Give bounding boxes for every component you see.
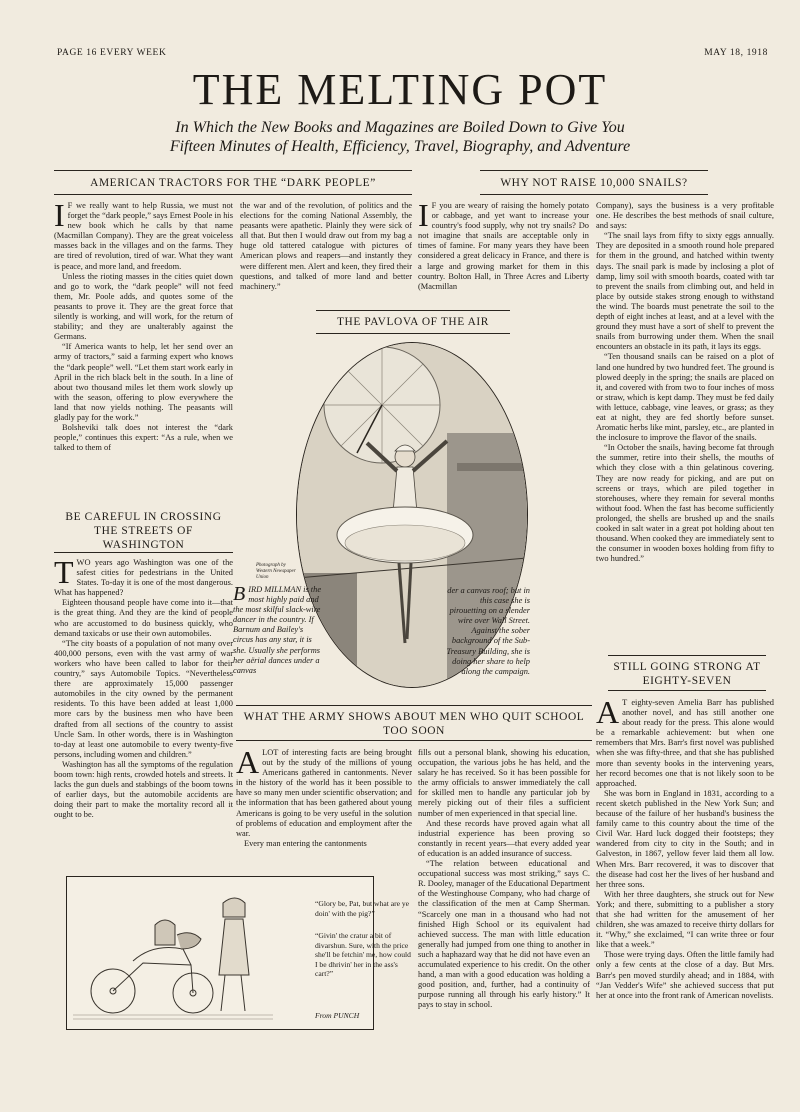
snails-paragraph: “In October the snails, having become fat through the summer, retire into their shells, the mouths of which they close with a thin gelatinous covering. They are now ready for picking, and are put on screens or trays, which are piled together in storehouses, where they remain for several months without food. When the fast has become sufficiently prolonged, the shells are brushed up and the snails cooked in salt water in a great pot holding about ten thousand. When cooked they are immediately sent to the consumer in wooden boxes holding from fifty to two hundred.”	[596, 443, 774, 564]
army-paragraph: LOT of interesting facts are being brought out by the study of the millions of young Americans gathered in cantonments. Never in the history of the world has it been possible to have so many men under scientific observation; and the information that has been gathered about young Americans is going to be very useful in the solution of problems of education and employment after the war.	[236, 748, 412, 838]
photo-credit: Photograph by Western Newspaper Union	[256, 563, 296, 580]
photo-caption-left	[233, 585, 325, 692]
divider	[236, 740, 592, 741]
washington-paragraph: “The city boasts of a population of not many over 400,000 persons, even with the vast army of war workers who have been called to labor for their country,” says Automobile Topics. “Nevertheless there are approximately 15,000 passenger automobiles in the city owned by the permanent residents. To this have been added at least 1,000 more cars by the business men who have been drafted from all sections of the country to assist Uncle Sam. In other words, there is in Washington to-day at least one automobile to every twenty-five persons, including women and children.”	[54, 638, 233, 759]
barr-heading: STILL GOING STRONG AT EIGHTY-SEVEN	[613, 661, 761, 687]
barr-column	[596, 698, 774, 1058]
army-paragraph: And these records have proved again what all industrial experience has been proving so constantly in recent years—that every added year of education is an added insurance of success.	[418, 818, 590, 858]
divider	[316, 333, 510, 334]
washington-paragraph: Washington has all the symptoms of the regulation boom town: high rents, crowded hotels and streets. It lacks the gun duels and stabbings of the boom towns of earlier days, but the automobile accidents are doing their part to make the mortality record all it ought to be.	[54, 759, 233, 820]
divider	[54, 552, 233, 553]
divider	[236, 705, 592, 706]
drop-cap: T	[54, 558, 74, 590]
barr-paragraph: Those were trying days. Often the little family had only a few cents at the close of a day. But Mrs. Barr's pen moved sturdily ahead; and in 1884, with “Jan Vedder's Wife” she achieved success that put her at once into the front rank of American novelists.	[596, 950, 774, 1000]
washington-paragraph: WO years ago Washington was one of the safest cities for pedestrians in the United States. To-day it is one of the most dangerous. What has happened?	[54, 558, 233, 598]
drop-cap: B	[233, 585, 246, 605]
divider	[54, 170, 412, 171]
pavlova-heading: THE PAVLOVA OF THE AIR	[336, 316, 490, 328]
snails-column-2	[596, 201, 774, 643]
drop-cap: A	[236, 748, 260, 780]
barr-paragraph: T eighty-seven Amelia Barr has published another novel, and has still another one about ready for the press. This alone would be a remarkable achievement: but when one remembers that Mrs. Barr's first novel was published when she was fifty-three, and that she has published more than seventy books in the intervening years, her record becomes one that is not likely soon to be approached.	[596, 698, 774, 788]
army-column-1	[236, 748, 412, 868]
army-heading: WHAT THE ARMY SHOWS ABOUT MEN WHO QUIT SCHOOL TOO SOON	[243, 711, 585, 737]
washington-paragraph: Eighteen thousand people have come into it—that is the great thing. And they are the kind of people who are accustomed to do business quickly, who demand taxicabs or use their own automobiles.	[54, 598, 233, 638]
divider	[316, 310, 510, 311]
army-paragraph: “The relation between educational and occupational success was most striking,” says C. R. Dooley, manager of the Educational Department of the Westinghouse Company, who had charge of the classification of the men at Camp Sherman. “Scarcely one man in a thousand who had not finished High School or its equivalent had achieved success. The man with little education generally had jumped from one thing to another in such a haphazard way that he did not have even an accumulated experience to his credit. On the other hand, a man with a good education was holding a good position, and, further, had a continuity of purpose running all through his early history.” It pays to stay in school.	[418, 859, 590, 1010]
tractors-column-2	[240, 201, 412, 307]
tractors-heading: AMERICAN TRACTORS FOR THE “DARK PEOPLE”	[90, 177, 376, 189]
cartoon-quote-2: “Givin' the cratur a bit of divarshun. Sure, with the price she'll be fetchin' me, how could I be dhrivin' her in the ass's cart?”	[315, 931, 411, 979]
cartoon-source: From PUNCH	[315, 1011, 360, 1020]
divider	[608, 655, 766, 656]
subtitle-line-1: In Which the New Books and Magazines are Boiled Down to Give You	[175, 119, 625, 136]
divider	[480, 170, 708, 171]
barr-paragraph: She was born in England in 1831, according to a recent sketch published in the New York Sun; and because of the failure of her husband's business the family came to this country about the time of the Civil War. Hard luck dogged their footsteps; they wandered from city to city in the South; and in Galveston, in 1867, yellow fever laid them all low. When Mrs. Barr recovered, it was to discover that the disease had cost her the lives of her husband and her three sons.	[596, 788, 774, 889]
divider	[480, 194, 708, 195]
page-title: THE MELTING POT	[192, 65, 608, 114]
snails-paragraph: “Ten thousand snails can be raised on a plot of land one hundred by two hundred feet. The ground is plowed deeply in the spring; the snails are placed on it, and covered with from two to four inches of moss or straw, which is kept damp. They must be fed daily with lettuce, cabbage, vine leaves, or grass; as they eat at night, they are fed shortly before sunset. Aromatic herbs like mint, parsley, etc., are planted in the inclosure to improve the flavor of the snails.	[596, 352, 774, 443]
divider	[608, 690, 766, 691]
army-paragraph: Every man entering the cantonments	[244, 838, 367, 848]
drop-cap: A	[596, 698, 620, 730]
photo-caption-right: der a canvas roof; but in this case she is pirouetting on a slender wire over Wall Street. Against the sober background of the Sub-Treasury Building, she is doing her share to help along the campaign.	[446, 586, 530, 676]
snails-column-1	[418, 201, 589, 301]
punch-cartoon	[66, 876, 411, 1030]
tractors-paragraph: Unless the rioting masses in the cities quiet down and go to work, the “dark people” will not feed them, Mr. Poole adds, and quotes some of the peasants to prove it. They are the great force that silently is working, and will work, for the return of stability; and they are unalterably against the Germans.	[54, 271, 233, 342]
drop-cap: I	[54, 201, 65, 233]
washington-column	[54, 558, 233, 866]
army-paragraph: fills out a personal blank, showing his education, occupation, the various jobs he has held, and the salary he has received. So it has been possible for the army officials to answer immediately the call for skilled men to handle any particular job by merely picking out of their files a sufficient number of men experienced in that special line.	[418, 748, 590, 818]
snails-paragraph: Company), says the business is a very profitable one. He describes the best methods of snail culture, and says:	[596, 201, 774, 231]
subtitle-line-2: Fifteen Minutes of Health, Efficiency, Travel, Biography, and Adventure	[169, 138, 631, 155]
washington-heading: BE CAREFUL IN CROSSING THE STREETS OF WASHINGTON	[65, 511, 222, 551]
tractors-column-1	[54, 201, 233, 498]
drop-cap: I	[418, 201, 429, 233]
cartoon-illustration	[73, 883, 273, 1023]
army-column-2	[418, 748, 590, 1058]
barr-paragraph: With her three daughters, she struck out for New York; and there, submitting to a publisher a story that she had written for the amusement of her children, she was amazed to receive thirty dollars for it. “Why,” she exclaimed, “I can write three or four like that a week.”	[596, 889, 774, 950]
tractors-paragraph: Bolsheviki talk does not interest the “dark people,” continues this expert: “As a rule, when we talked to them of	[54, 423, 233, 453]
snails-paragraph: F you are weary of raising the homely potato or cabbage, and yet want to increase your country's food supply, why not try snails? Do not imagine that snails are acceptable only in times of famine. For many years they have been considered a great delicacy in France, and there is a large and growing market for them in this country. Bolton Hall, in Three Acres and Liberty (Macmillan	[418, 201, 589, 291]
tractors-paragraph: F we really want to help Russia, we must not forget the “dark people,” says Ernest Poole in his new book which he calls by that name (Macmillan Company). They are the great voiceless masses back in the villages and on the farms. They are tired of revolution, tired of war. What they want is peace, and more land, and freedom.	[54, 201, 233, 271]
issue-date-header: MAY 18, 1918	[704, 48, 768, 58]
cartoon-quote-1: “Glory be, Pat, but what are ye doin' with the pig?”	[315, 899, 410, 918]
tractors-paragraph: “If America wants to help, let her send over an army of tractors,” said a farming expert who knows the “dark people” well. “Let them start work early in April in the rich black belt in the south. In a line of about two thousand miles let them work slowly up with the season, offering to plow everywhere the land that now yields nothing. The peasants will gladly pay for the work.”	[54, 342, 233, 422]
snails-heading: WHY NOT RAISE 10,000 SNAILS?	[500, 177, 688, 189]
page-number-header: PAGE 16 EVERY WEEK	[57, 48, 167, 58]
caption-text: IRD MILLMAN is the most highly paid and the most skilful slack-wire dancer in the country. If Barnum and Bailey's circus has any star, it is she. Usually she performs her aërial dances under a canvas	[233, 585, 322, 675]
tractors-paragraph: the war and of the revolution, of politics and the elections for the coming National Assembly, the peasants were apathetic. Plainly they were sick of all that. But then I would draw out from my bag a huge old tattered catalogue with pictures of American plows and reapers—and instantly they were different men. Alert and keen, they fired their questions, and talked of more land and better machinery.”	[240, 201, 412, 291]
divider	[54, 194, 412, 195]
snails-paragraph: “The snail lays from fifty to sixty eggs annually. They are deposited in a smooth round hole prepared for them in the ground, and hatched within twenty days. The snail park is made by inclosing a plot of damp, limy soil with smooth boards, coated with tar to prevent the snails from climbing out, and held in place by outside stakes strong enough to withstand the wind. The boards must penetrate the soil to the depth of eight inches at least, and at a level with the ground they must have a sort of shelf to prevent the snails from burrowing under them. When the snail encounters an obstacle in its path, it lays its eggs.	[596, 231, 774, 352]
page-subtitle	[0, 118, 800, 156]
